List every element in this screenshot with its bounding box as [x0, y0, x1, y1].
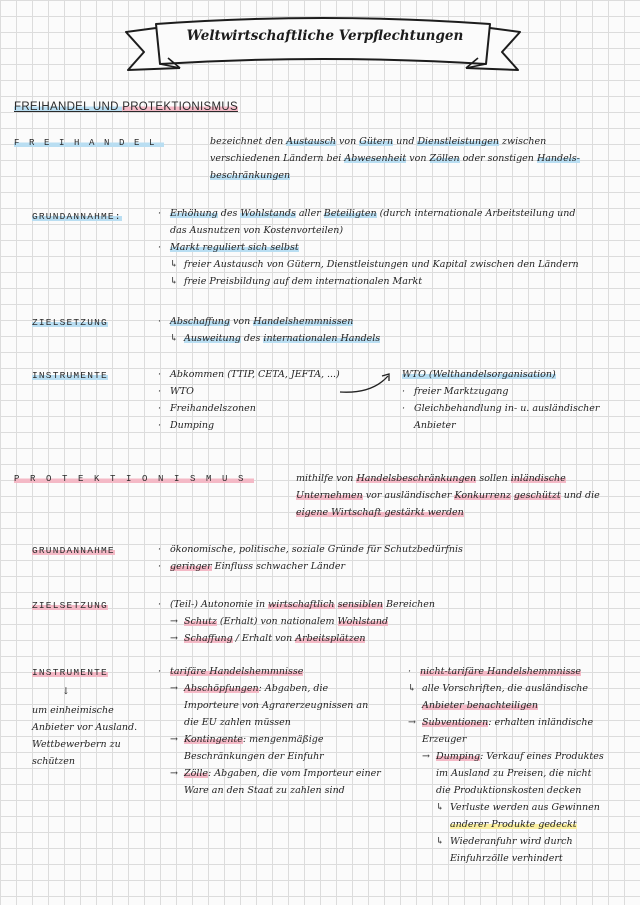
title-banner — [118, 10, 528, 88]
freihandel-zielsetzung-label: ZIELSETZUNG — [32, 317, 108, 328]
heading-part-freihandel: FREIHANDEL UND — [14, 101, 123, 113]
freihandel-grundannahme-content: · Erhöhung des Wohlstands aller Beteiligten (durch internationale Arbeitsteilung und das Ausnutzen von Kostenvorteilen) · Markt reguliert sich selbst ↳ freier Austausch von Gütern, Dienstleistungen und Kapital zwischen den Ländern ↳ freie Preisbildung auf dem internationalen Markt — [158, 208, 579, 287]
protektionismus-instrumente-label: INSTRUMENTE — [32, 667, 108, 678]
list-item: · WTO — [158, 386, 194, 397]
wto-details: WTO (Welthandelsorganisation) · freier Marktzugang · Gleichbehandlung in- u. ausländischer Anbieter — [402, 369, 600, 431]
list-item: · Dumping — [158, 420, 215, 431]
list-item: · Freihandelszonen — [158, 403, 256, 414]
protektionismus-grundannahme-content: · ökonomische, politische, soziale Gründe für Schutzbedürfnis · geringer Einfluss schwacher Länder — [158, 544, 463, 572]
freihandel-instrumente-label: INSTRUMENTE — [32, 370, 108, 381]
list-item: · Abkommen (TTIP, CETA, JEFTA, ...) — [158, 369, 340, 380]
freihandel-instrumente-list — [158, 366, 340, 434]
freihandel-definition: bezeichnet den Austausch von Gütern und Dienstleistungen zwischen verschiedenen Ländern bei Abwesenheit von Zöllen oder sonstigen Handels- beschränkungen — [210, 136, 580, 181]
curved-arrow-icon — [338, 368, 400, 398]
protektionismus-grundannahme-label: GRUNDANNAHME — [32, 545, 115, 556]
freihandel-grundannahme-label: GRUNDANNAHME: — [32, 211, 122, 222]
section-heading — [14, 101, 238, 113]
page-title: Weltwirtschaftliche Verpflechtungen — [186, 28, 464, 44]
instrumente-purpose-note: um einheimische Anbieter vor Ausland. Wettbewerbern zu schützen — [32, 705, 138, 767]
protektionismus-label: PROTEKTIONISMUS — [14, 474, 255, 484]
down-arrow-icon: ↓ — [62, 686, 70, 697]
non-tariff-barriers: · nicht-tarifäre Handelshemmnisse ↳ alle Vorschriften, die ausländische Anbieter benachteiligen → Subventionen: erhalten inländische Erzeuger → Dumping: Verkauf eines Produktes im Ausland zu Preisen, die nicht die Produktionskosten decken ↳ Verluste werden aus Gewinnen anderer Produkte gedeckt ↳ Wiederanfuhr wird durch Einfuhrzölle verhindert — [408, 666, 604, 864]
freihandel-zielsetzung-content: · Abschaffung von Handelshemmnissen ↳ Ausweitung des internationalen Handels — [158, 316, 381, 344]
protektionismus-zielsetzung-content: · (Teil-) Autonomie in wirtschaftlich sensiblen Bereichen → Schutz (Erhalt) von nationalem Wohlstand → Schaffung / Erhalt von Arbeitsplätzen — [158, 599, 435, 644]
freihandel-label: FREIHANDEL — [14, 138, 165, 148]
protektionismus-definition: mithilfe von Handelsbeschränkungen sollen inländische Unternehmen vor ausländischer Konkurrenz geschützt und die eigene Wirtschaft gestärkt werden — [296, 473, 600, 518]
protektionismus-zielsetzung-label: ZIELSETZUNG — [32, 600, 108, 611]
tariff-barriers: · tarifäre Handelshemmnisse → Abschöpfungen: Abgaben, die Importeure von Agrarerzeugnissen an die EU zahlen müssen → Kontingente: mengenmäßige Beschränkungen der Einfuhr → Zölle: Abgaben, die vom Importeur einer Ware an den Staat zu zahlen sind — [158, 666, 381, 796]
heading-part-protektionismus: PROTEKTIONISMUS — [122, 101, 238, 113]
